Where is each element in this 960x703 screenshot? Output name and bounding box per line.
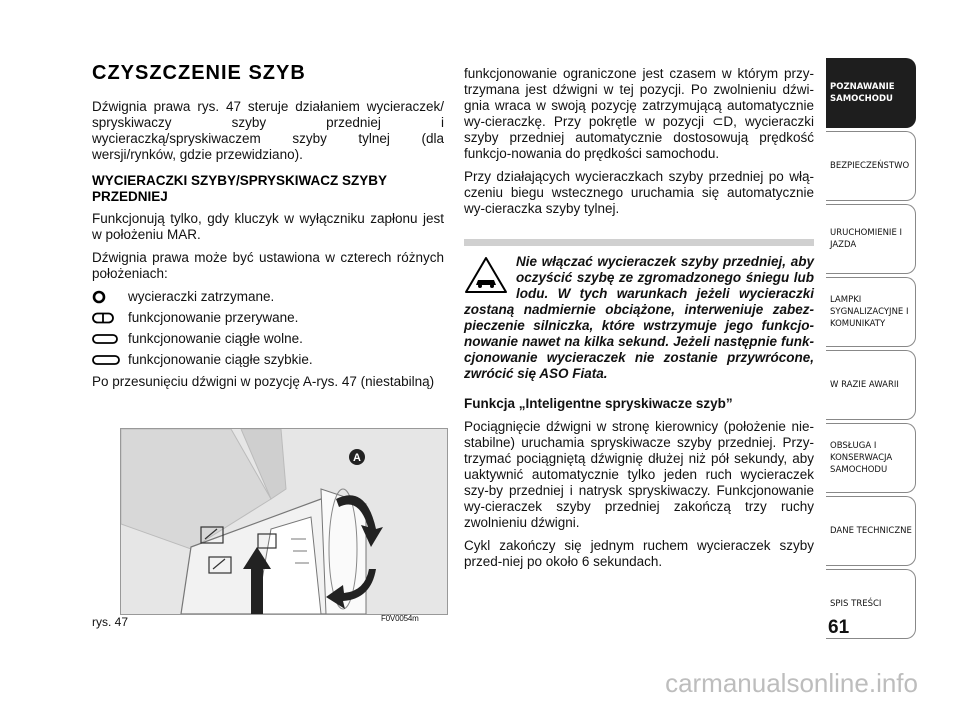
- figure-caption: rys. 47: [92, 615, 129, 629]
- tab-dane-techniczne[interactable]: DANE TECHNICZNE: [826, 496, 916, 566]
- watermark: carmanualsonline.info: [665, 668, 918, 698]
- subsection-title: WYCIERACZKI SZYBY/SPRYSKIWACZ SZYBY PRZEDNIEJ: [92, 173, 387, 204]
- figure-marker-a: A: [353, 452, 361, 464]
- paragraph-position-a: Po przesunięciu dźwigni w pozycję A-rys. 47 (niestabilną): [92, 374, 435, 389]
- warning-box: [464, 239, 814, 382]
- list-item: [92, 331, 444, 347]
- list-item-label: funkcjonowanie przerywane.: [128, 310, 299, 325]
- paragraph-reverse-gear: Przy działających wycieraczkach szyby przedniej po włą-czeniu biegu wstecznego uruchamia się automatycznie wy-cieraczka szyby tylnej.: [464, 169, 814, 216]
- list-item-label: funkcjonowanie ciągłe szybkie.: [128, 352, 313, 367]
- section-title: CZYSZCZENIE SZYB: [92, 62, 306, 84]
- paragraph-positions-intro: Dźwignia prawa może być ustawiona w czterech różnych położeniach:: [92, 250, 444, 281]
- off-circle-icon: [92, 290, 122, 304]
- wiper-lever-drawing: [121, 429, 447, 614]
- list-item: [92, 352, 444, 368]
- page-number: 61: [828, 617, 850, 638]
- tab-lampki-sygnalizacyjne[interactable]: LAMPKI SYGNALIZACYJNE I KOMUNIKATY: [826, 277, 916, 347]
- function-title: Funkcja „Inteligentne spryskiwacze szyb”: [464, 396, 733, 411]
- list-item: [92, 289, 444, 305]
- tab-spis-tresci[interactable]: SPIS TREŚCI: [826, 569, 916, 639]
- car-warning-icon: [464, 256, 508, 294]
- list-item-label: funkcjonowanie ciągłe wolne.: [128, 331, 303, 346]
- tab-obsluga-i-konserwacja[interactable]: OBSŁUGA I KONSERWACJA SAMOCHODU: [826, 423, 916, 493]
- list-item: [92, 310, 444, 326]
- paragraph-smart-washer: Pociągnięcie dźwigni w stronę kierownicy (położenie nie-stabilne) uruchamia spryskiwacze szyby przedniej. Przy-trzymać pociągniętą dźwignię dłużej niż pół sekundy, aby uaktywnić automatycznie tylko jeden ruch wycieraczek szy-by przedniej i natrysk spryskiwaczy. Funkcjonowanie wy-cieraczek szyby przedniej zakończą trzy ruchy zwolnieniu dźwigni.: [464, 419, 814, 530]
- intermittent-icon: [92, 311, 122, 325]
- tab-uruchomienie-i-jazda[interactable]: URUCHOMIENIE I JAZDA: [826, 204, 916, 274]
- paragraph-cycle-end: Cykl zakończy się jednym ruchem wycieraczek szyby przed-niej po około 6 sekundach.: [464, 538, 814, 569]
- tab-w-razie-awarii[interactable]: W RAZIE AWARII: [826, 350, 916, 420]
- tab-poznawanie-samochodu[interactable]: POZNAWANIE SAMOCHODU: [826, 58, 916, 128]
- figure-code: F0V0054m: [381, 614, 419, 623]
- intro-paragraph: Dźwignia prawa rys. 47 steruje działaniem wycieraczek/ spryskiwaczy szyby przedniej i wycieraczką/spryskiwaczem szyby tylnej (dla wersji/rynków, gdzie przewidziano).: [92, 99, 444, 162]
- positions-list: [92, 289, 444, 368]
- right-column: [464, 66, 814, 577]
- chapter-tabs: [826, 58, 916, 642]
- warning-text: Nie włączać wycieraczek szyby przedniej, aby oczyścić szybę ze zgromadzonego śniegu lub lodu. W tych warunkach jeżeli wycieraczki zostaną nadmiernie obciążone, interweniuje zabez-pieczenie silniczka, które wstrzymuje jego funkcjo-nowanie nawet na kilka sekund. Jeżeli następnie funk-cjonowanie wycieraczek nie zostanie przywrócone, zwrócić się ASO Fiata.: [464, 254, 814, 381]
- list-item-label: wycieraczki zatrzymane.: [128, 289, 275, 304]
- continuous-fast-icon: [92, 353, 122, 367]
- paragraph-ignition: Funkcjonują tylko, gdy kluczyk w wyłączniku zapłonu jest w położeniu MAR.: [92, 211, 444, 242]
- paragraph-continuation: funkcjonowanie ograniczone jest czasem w którym przy-trzymana jest dźwigni w tej pozycji. Po zwolnieniu dźwi-gnia wraca w swoją pozycję zatrzymującą automatycznie wy-cieraczkę. Przy pokrętle w pozycji ⊂D, wycieraczki szyby przedniej automatycznie dostosowują prędkość funkcjo-nowania do prędkości samochodu.: [464, 66, 814, 161]
- continuous-slow-icon: [92, 332, 122, 346]
- left-column: [92, 62, 444, 397]
- figure-lever-illustration: [120, 428, 448, 615]
- tab-bezpieczenstwo[interactable]: BEZPIECZEŃSTWO: [826, 131, 916, 201]
